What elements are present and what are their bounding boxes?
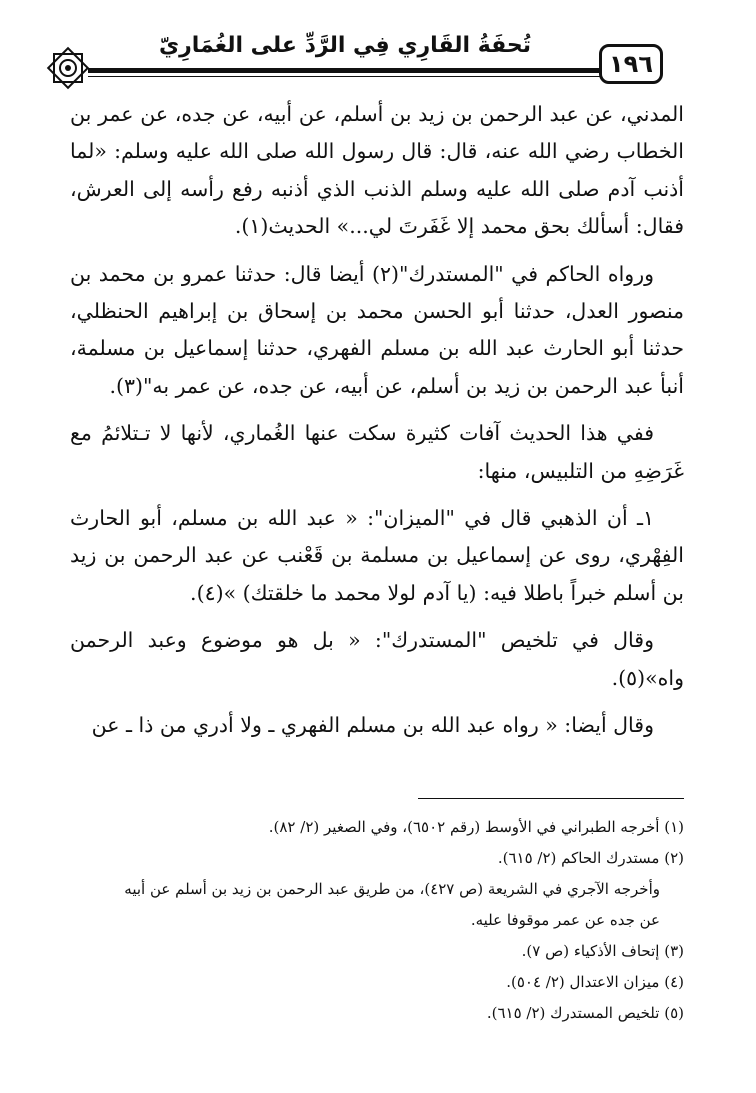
running-title: تُحفَةُ القَارِي فِي الرَّدِّ على الغُمَارِيّ <box>158 33 532 58</box>
paragraph: المدني، عن عبد الرحمن بن زيد بن أسلم، عن أبيه، عن جده، عن عمر بن الخطاب رضي الله عنه، قال: قال رسول الله صلى الله عليه وسلم: «لما أذنب آدم صلى الله عليه وسلم الذنب الذي أذنبه رفع رأسه إلى العرش، فقال: أسألك بحق محمد إلا غَفَرتَ لي...» الحديث(١). <box>70 102 684 239</box>
footnote: (١) أخرجه الطبراني في الأوسط (رقم ٦٥٠٢)، وفي الصغير (٢/ ٨٢). <box>268 818 684 836</box>
header-rule-thin <box>88 76 602 77</box>
paragraph: ففي هذا الحديث آفات كثيرة سكت عنها الغُماري، لأنها لا تـتلائمُ مع غَرَضِهِ من التلبيس، منها: <box>70 421 684 483</box>
footnote: (٤) ميزان الاعتدال (٢/ ٥٠٤). <box>506 973 684 991</box>
footnotes <box>70 812 684 1029</box>
footnote-continuation: وأخرجه الآجري في الشريعة (ص ٤٢٧)، من طريق عبد الرحمن بن زيد بن أسلم عن أبيه <box>124 880 660 898</box>
main-text <box>70 96 684 745</box>
footnote: (٥) تلخيص المستدرك (٢/ ٦١٥). <box>486 1004 684 1022</box>
paragraph: ورواه الحاكم في "المستدرك"(٢) أيضا قال: حدثنا عمرو بن محمد بن منصور العدل، حدثنا أبو الحسن محمد بن إسحاق بن إبراهيم الحنظلي، حدثنا أبو الحارث عبد الله بن مسلم الفهري، حدثنا إسماعيل بن مسلمة، أنبأ عبد الرحمن بن زيد بن أسلم، عن أبيه، عن جده، عن عمر به"(٣). <box>70 261 684 398</box>
footnote: (٣) إتحاف الأذكياء (ص ٧). <box>521 942 684 960</box>
footnote-continuation: عن جده عن عمر موقوفا عليه. <box>470 911 660 929</box>
footnote-separator <box>418 798 684 799</box>
paragraph: ١ـ أن الذهبي قال في "الميزان": « عبد الله بن مسلم، أبو الحارث الفِهْري، روى عن إسماعيل بن مسلمة بن قَعْنب عن عبد الرحمن بن زيد بن أسلم خبراً باطلا فيه: (يا آدم لولا محمد ما خلقتك) »(٤). <box>70 506 684 605</box>
star-rosette-icon <box>44 44 92 92</box>
paragraph: وقال في تلخيص "المستدرك": « بل هو موضوع وعبد الرحمن واه»(٥). <box>70 628 684 690</box>
paragraph: وقال أيضا: « رواه عبد الله بن مسلم الفهري ـ ولا أدري من ذا ـ عن <box>91 713 654 738</box>
footnote: (٢) مستدرك الحاكم (٢/ ٦١٥). <box>497 849 684 867</box>
page-number: ١٩٦ <box>599 44 663 84</box>
page-header <box>0 0 756 100</box>
header-rule-thick <box>88 68 602 73</box>
